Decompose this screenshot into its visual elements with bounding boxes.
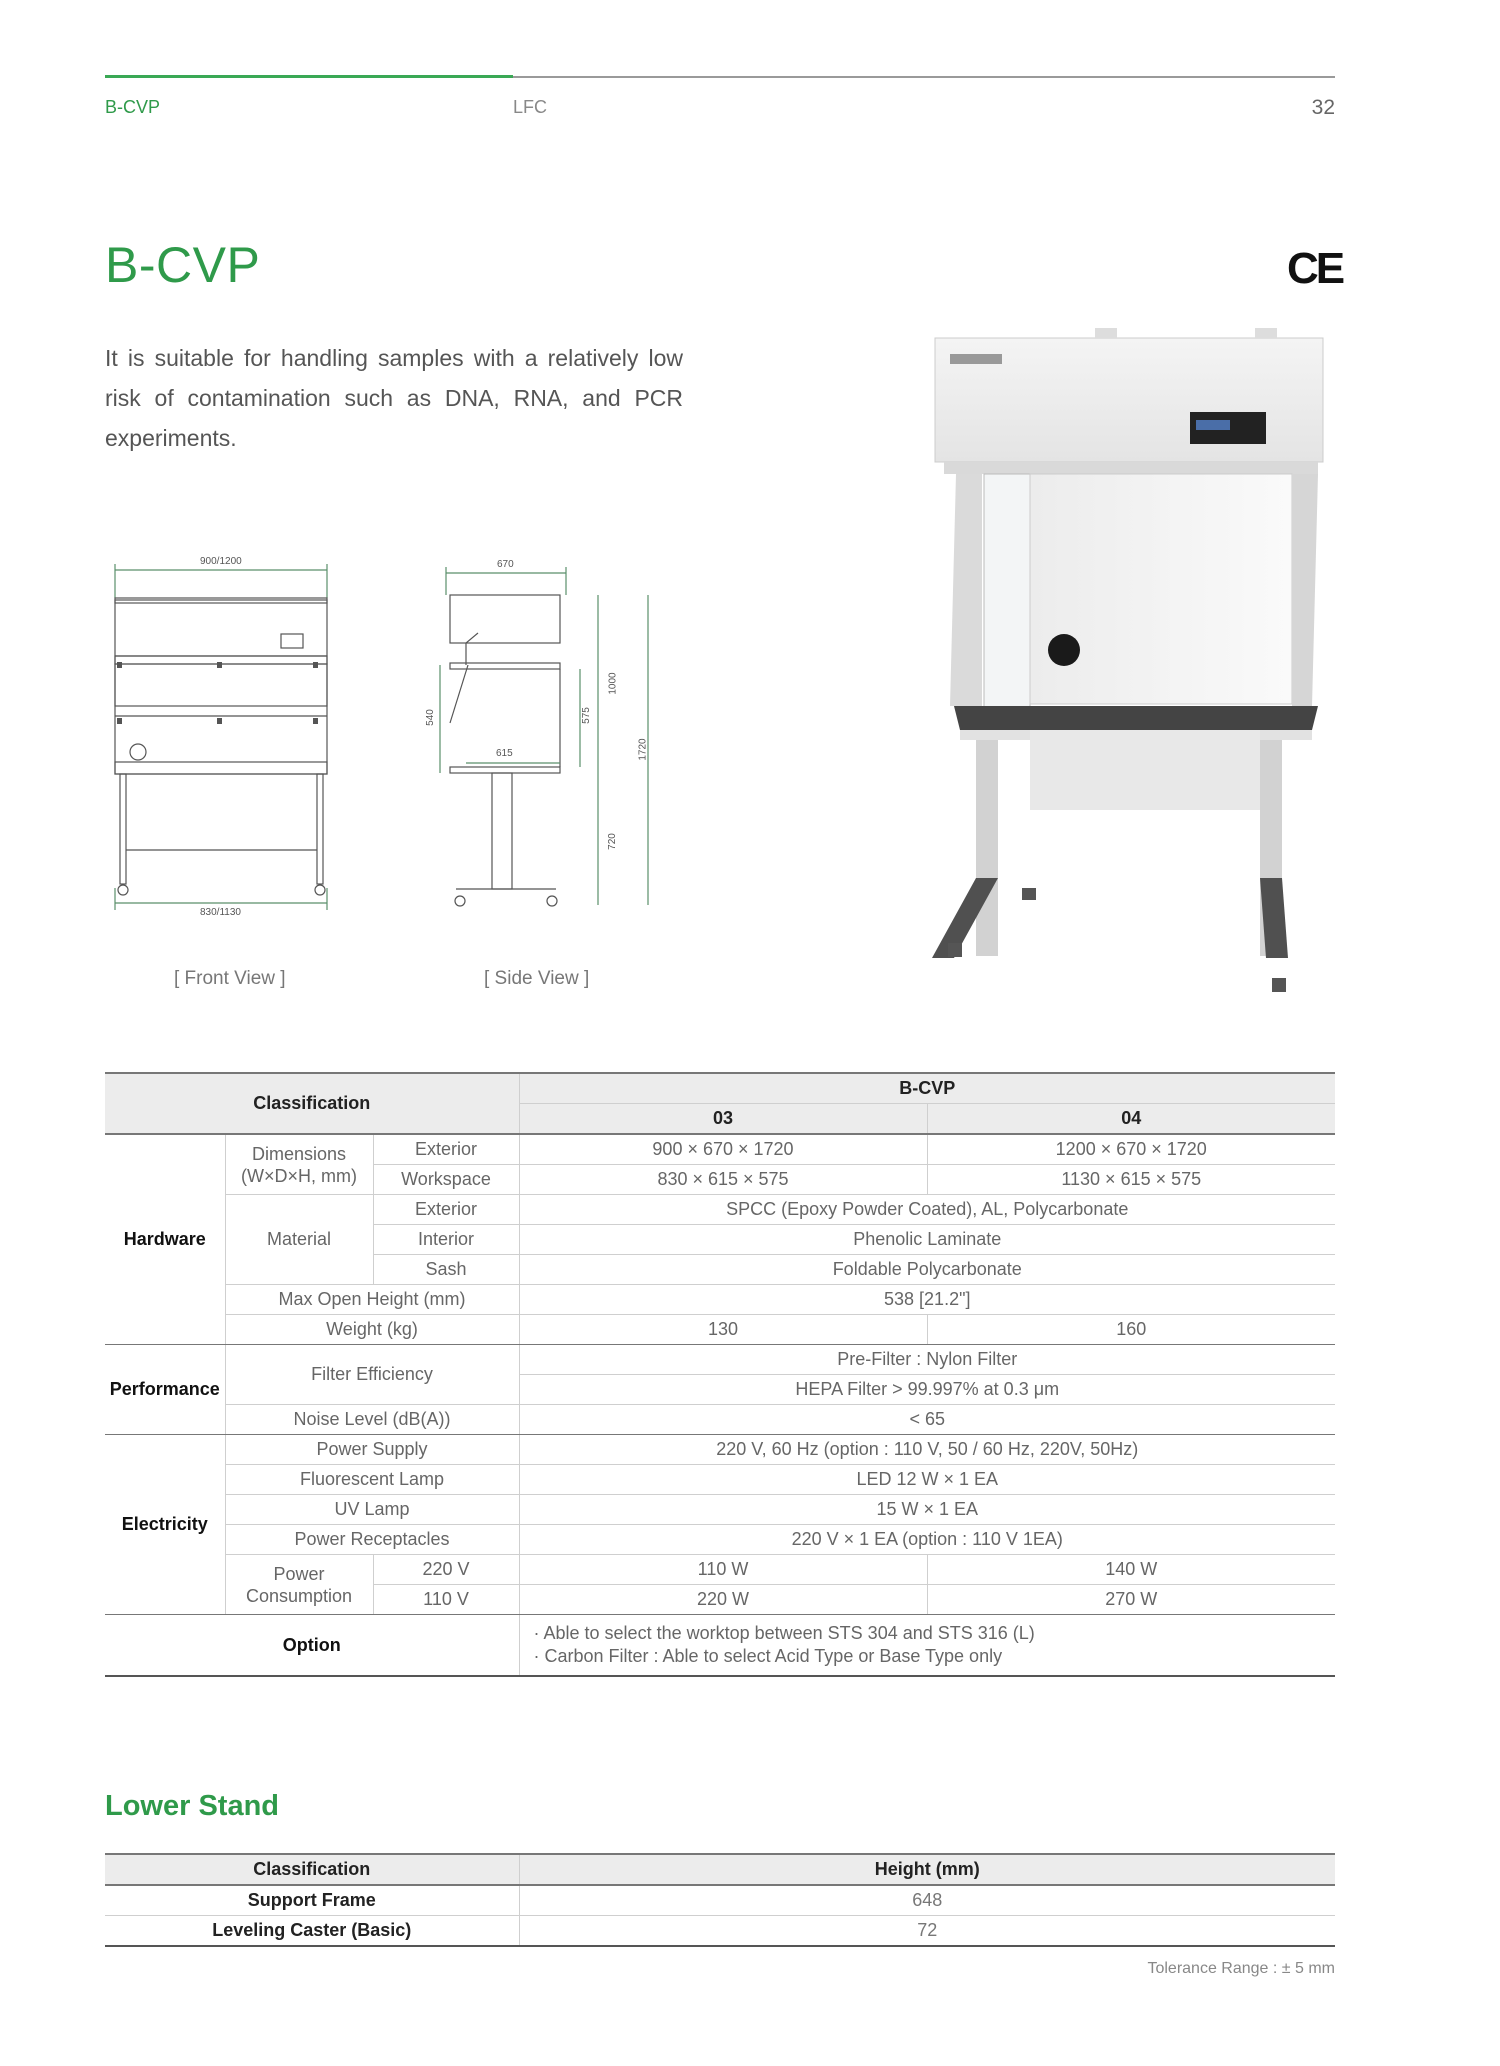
side-top-dimension: 670 (497, 559, 514, 570)
v220-label: 220 V (373, 1555, 519, 1585)
receptacles-value: 220 V × 1 EA (option : 110 V 1EA) (519, 1525, 1335, 1555)
pc-220-03: 110 W (519, 1555, 927, 1585)
front-bottom-dimension: 830/1130 (200, 907, 241, 918)
dim-ws-03: 830 × 615 × 575 (519, 1165, 927, 1195)
classification-header: Classification (105, 1073, 519, 1134)
fluor-value: LED 12 W × 1 EA (519, 1465, 1335, 1495)
option-line-2: · Carbon Filter : Able to select Acid Type or Base Type only (533, 1646, 1003, 1666)
lower-stand-table (105, 1853, 1335, 1947)
side-view-drawing (420, 555, 660, 915)
mat-exterior-label: Exterior (373, 1195, 519, 1225)
uv-label: UV Lamp (225, 1495, 519, 1525)
side-cabinet-height: 1000 (607, 672, 619, 695)
mat-sash-value: Foldable Polycarbonate (519, 1255, 1335, 1285)
dim-ws-04: 1130 × 615 × 575 (927, 1165, 1335, 1195)
option-line-1: · Able to select the worktop between STS 304 and STS 316 (L) (533, 1623, 1035, 1643)
product-photo (920, 318, 1340, 1008)
tolerance-note: Tolerance Range : ± 5 mm (1147, 1960, 1335, 1977)
lower-stand-title: Lower Stand (105, 1790, 280, 1822)
prefilter-value: Pre-Filter : Nylon Filter (519, 1345, 1335, 1375)
support-frame-label: Support Frame (105, 1885, 519, 1916)
option-values (519, 1615, 1335, 1677)
dimensions-unit: (W×D×H, mm) (241, 1165, 357, 1186)
side-total-height: 1720 (637, 738, 649, 761)
lower-height-header: Height (mm) (519, 1854, 1335, 1885)
hepa-value: HEPA Filter > 99.997% at 0.3 μm (519, 1375, 1335, 1405)
fluor-label: Fluorescent Lamp (225, 1465, 519, 1495)
uv-value: 15 W × 1 EA (519, 1495, 1335, 1525)
dim-ext-03: 900 × 670 × 1720 (519, 1134, 927, 1165)
noise-label: Noise Level (dB(A)) (225, 1405, 519, 1435)
receptacles-label: Power Receptacles (225, 1525, 519, 1555)
front-view-drawing (105, 548, 345, 928)
filter-eff-label: Filter Efficiency (225, 1345, 519, 1405)
product-description: It is suitable for handling samples with a relatively low risk of contamination such as DNA, RNA, and PCR experiments. (105, 345, 683, 451)
electricity-group: Electricity (105, 1435, 225, 1615)
mat-interior-label: Interior (373, 1225, 519, 1255)
performance-group: Performance (105, 1345, 225, 1435)
side-work-height: 575 (580, 707, 592, 724)
noise-value: < 65 (519, 1405, 1335, 1435)
dimensions-text: Dimensions (251, 1143, 347, 1164)
v110-label: 110 V (373, 1585, 519, 1615)
page-number: 32 (1311, 96, 1335, 119)
max-open-value: 538 [21.2"] (519, 1285, 1335, 1315)
power-cons-label (225, 1555, 373, 1615)
pc-220-04: 140 W (927, 1555, 1335, 1585)
power-supply-value: 220 V, 60 Hz (option : 110 V, 50 / 60 Hz, 220V, 50Hz) (519, 1435, 1335, 1465)
exterior-label: Exterior (373, 1134, 519, 1165)
weight-label: Weight (kg) (225, 1315, 519, 1345)
side-stand-height: 720 (606, 833, 618, 850)
side-view-caption: [ Side View ] (484, 968, 590, 989)
power-cons-text-2: Consumption (245, 1585, 353, 1606)
mat-exterior-value: SPCC (Epoxy Powder Coated), AL, Polycarbonate (519, 1195, 1335, 1225)
power-cons-text: Power (273, 1563, 325, 1584)
pc-110-04: 270 W (927, 1585, 1335, 1615)
page-title: B-CVP (105, 237, 261, 293)
dimensions-label (225, 1134, 373, 1195)
header-category: LFC (513, 97, 548, 117)
pc-110-03: 220 W (519, 1585, 927, 1615)
mat-sash-label: Sash (373, 1255, 519, 1285)
max-open-label: Max Open Height (mm) (225, 1285, 519, 1315)
caster-value: 72 (519, 1916, 1335, 1947)
material-label: Material (225, 1195, 373, 1285)
support-frame-value: 648 (519, 1885, 1335, 1916)
mat-interior-value: Phenolic Laminate (519, 1225, 1335, 1255)
weight-04: 160 (927, 1315, 1335, 1345)
model-header: B-CVP (519, 1073, 1335, 1104)
hardware-group: Hardware (105, 1134, 225, 1345)
ce-mark-icon: CE (1287, 244, 1343, 293)
header-accent-rule (105, 75, 513, 78)
front-view-caption: [ Front View ] (174, 968, 286, 989)
lower-class-header: Classification (105, 1854, 519, 1885)
side-inner-width: 615 (496, 748, 513, 759)
option-label: Option (105, 1615, 519, 1677)
col-03-header: 03 (519, 1104, 927, 1135)
side-open-height: 540 (424, 709, 436, 726)
front-top-dimension: 900/1200 (200, 556, 242, 567)
col-04-header: 04 (927, 1104, 1335, 1135)
spec-table (105, 1072, 1335, 1677)
header-product: B-CVP (105, 97, 161, 117)
caster-label: Leveling Caster (Basic) (105, 1916, 519, 1947)
weight-03: 130 (519, 1315, 927, 1345)
dim-ext-04: 1200 × 670 × 1720 (927, 1134, 1335, 1165)
workspace-label: Workspace (373, 1165, 519, 1195)
power-supply-label: Power Supply (225, 1435, 519, 1465)
